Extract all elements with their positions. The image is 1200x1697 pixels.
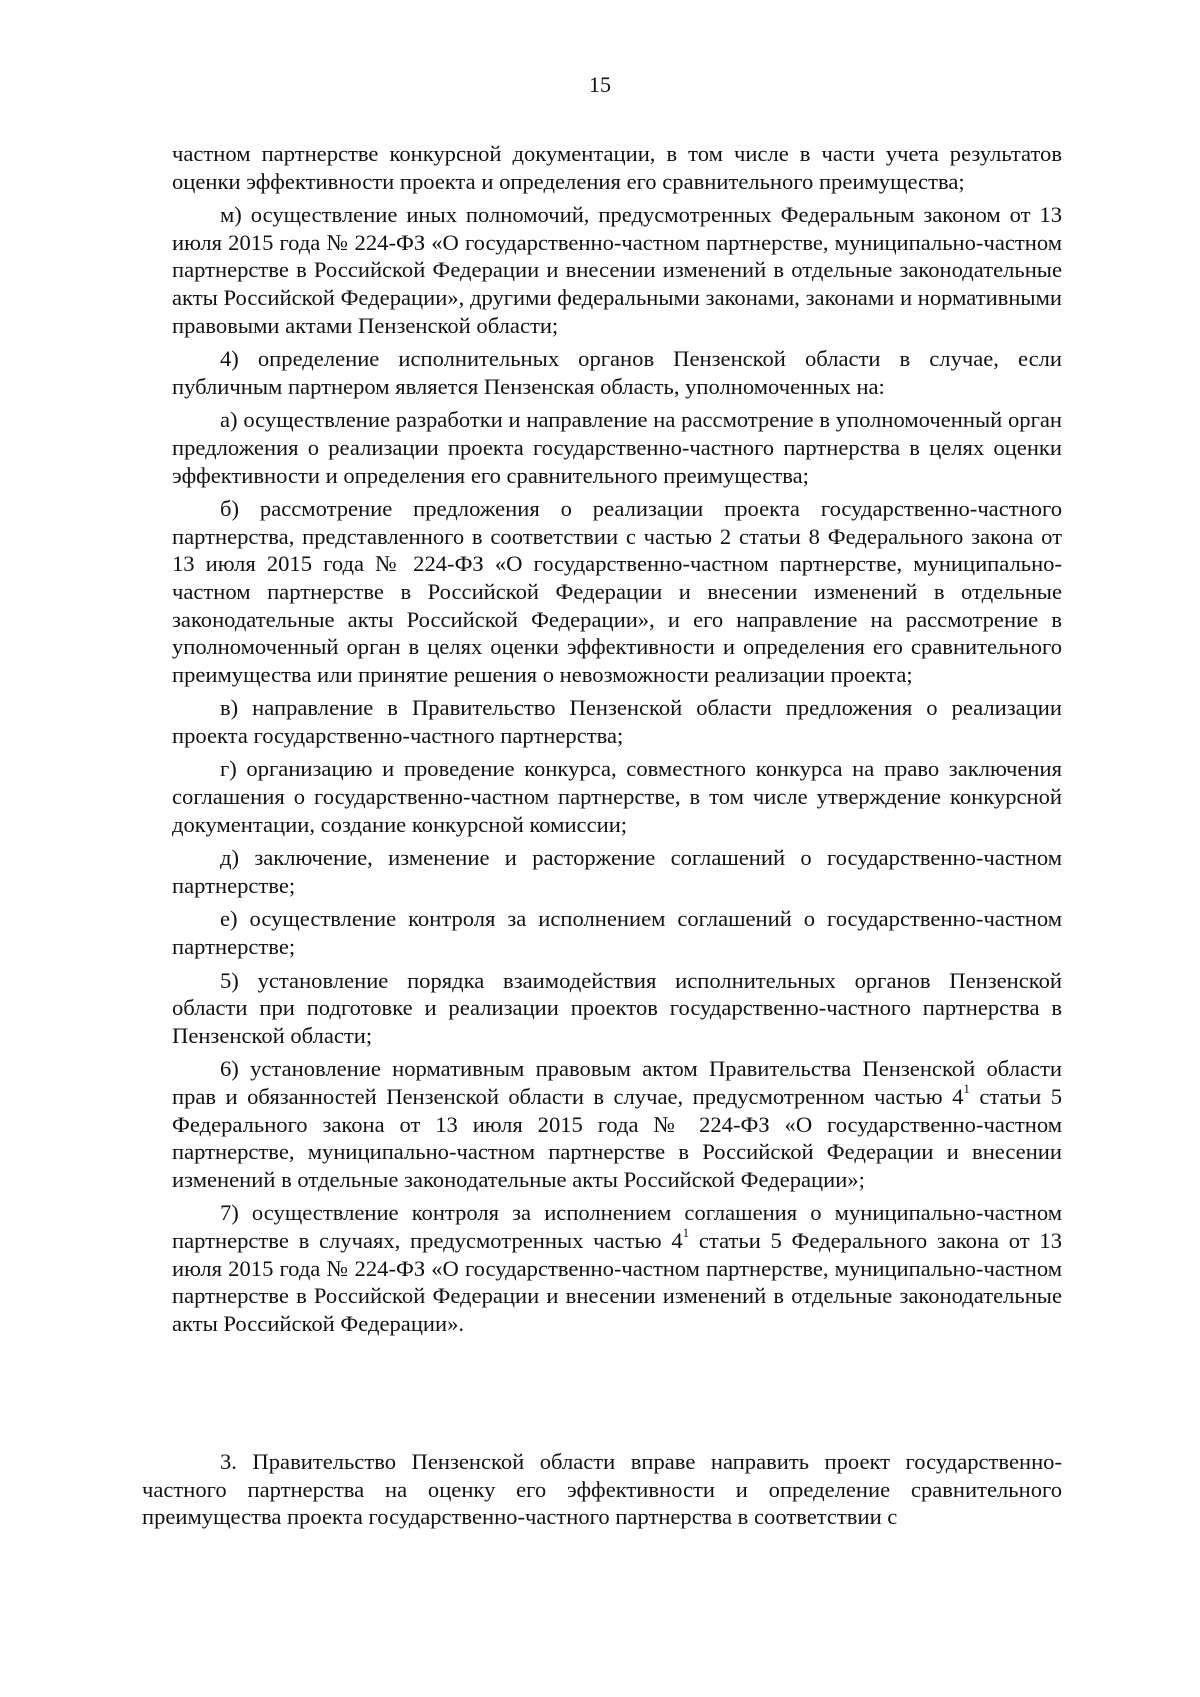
paragraph-item-6-text-end: статьи 5 Федерального закона от 13 июля 2015 года № 224-ФЗ «О государственно-частном партнерстве, муниципально-частном партнерстве в Российской Федерации и внесении изменений в отдельные законодательные акты Российской Федерации»; [172, 1084, 1062, 1192]
paragraph-item-5: 5) установление порядка взаимодействия исполнительных органов Пензенской области при подготовке и реализации проектов государственно-частного партнерства в Пензенской области; [172, 967, 1062, 1048]
paragraph-item-6 [172, 1055, 1062, 1193]
paragraph-item-6-text-start: 6) установление нормативным правовым актом Правительства Пензенской области прав и обязанностей Пензенской области в случае, предусмотренном частью 4 [172, 1056, 1062, 1109]
document-body [172, 140, 1062, 1343]
paragraph-item-g: г) организацию и проведение конкурса, совместного конкурса на право заключения соглашения о государственно-частном партнерстве, в том числе утверждение конкурсной документации, создание конкурсной комиссии; [172, 756, 1062, 837]
paragraph-item-7 [172, 1199, 1062, 1337]
superscript-marker: 1 [682, 1225, 690, 1241]
paragraph-item-a: а) осуществление разработки и направление на рассмотрение в уполномоченный орган предложения о реализации проекта государственно-частного партнерства в целях оценки эффективности и определения его сравнительного преимущества; [172, 407, 1062, 488]
paragraph-continuation: частном партнерстве конкурсной документации, в том числе в части учета результатов оценки эффективности проекта и определения его сравнительного преимущества; [172, 141, 1062, 194]
superscript-marker: 1 [963, 1081, 970, 1097]
paragraph-item-d: д) заключение, изменение и расторжение соглашений о государственно-частном партнерстве; [172, 845, 1062, 898]
paragraph-section-3: 3. Правительство Пензенской области вправе направить проект государственно-частного партнерства на оценку его эффективности и определение сравнительного преимущества проекта государственно-частного партнерства в соответствии с [142, 1449, 1062, 1530]
paragraph-item-b: б) рассмотрение предложения о реализации проекта государственно-частного партнерства, представленного в соответствии с частью 2 статьи 8 Федерального закона от 13 июля 2015 года № 224-ФЗ «О государственно-частном партнерстве, муниципально-частном партнерстве в Российской Федерации и внесении изменений в отдельные законодательные акты Российской Федерации», и его направление на рассмотрение в уполномоченный орган в целях оценки эффективности и определения его сравнительного преимущества или принятие решения о невозможности реализации проекта; [172, 496, 1062, 687]
paragraph-item-4: 4) определение исполнительных органов Пензенской области в случае, если публичным партнером является Пензенская область, уполномоченных на: [172, 346, 1062, 399]
paragraph-item-v: в) направление в Правительство Пензенской области предложения о реализации проекта государственно-частного партнерства; [172, 695, 1062, 748]
paragraph-item-7-text-start: 7) осуществление контроля за исполнением соглашения о муниципально-частном партнерстве в случаях, предусмотренных частью 4 [172, 1200, 1062, 1253]
paragraph-item-7-text-end: статьи 5 Федерального закона от 13 июля 2015 года № 224-ФЗ «О государственно-частном партнерстве, муниципально-частном партнерстве в Российской Федерации и внесении изменений в отдельные законодательные акты Российской Федерации». [172, 1227, 1062, 1336]
page-number: 15 [589, 72, 611, 97]
paragraph-item-e: е) осуществление контроля за исполнением соглашений о государственно-частном партнерстве; [172, 906, 1062, 960]
paragraph-item-m: м) осуществление иных полномочий, предусмотренных Федеральным законом от 13 июля 2015 года № 224-ФЗ «О государственно-частном партнерстве, муниципально-частном партнерстве в Российской Федерации и внесении изменений в отдельные законодательные акты Российской Федерации», другими федеральными законами, законами и нормативными правовыми актами Пензенской области; [172, 202, 1062, 338]
